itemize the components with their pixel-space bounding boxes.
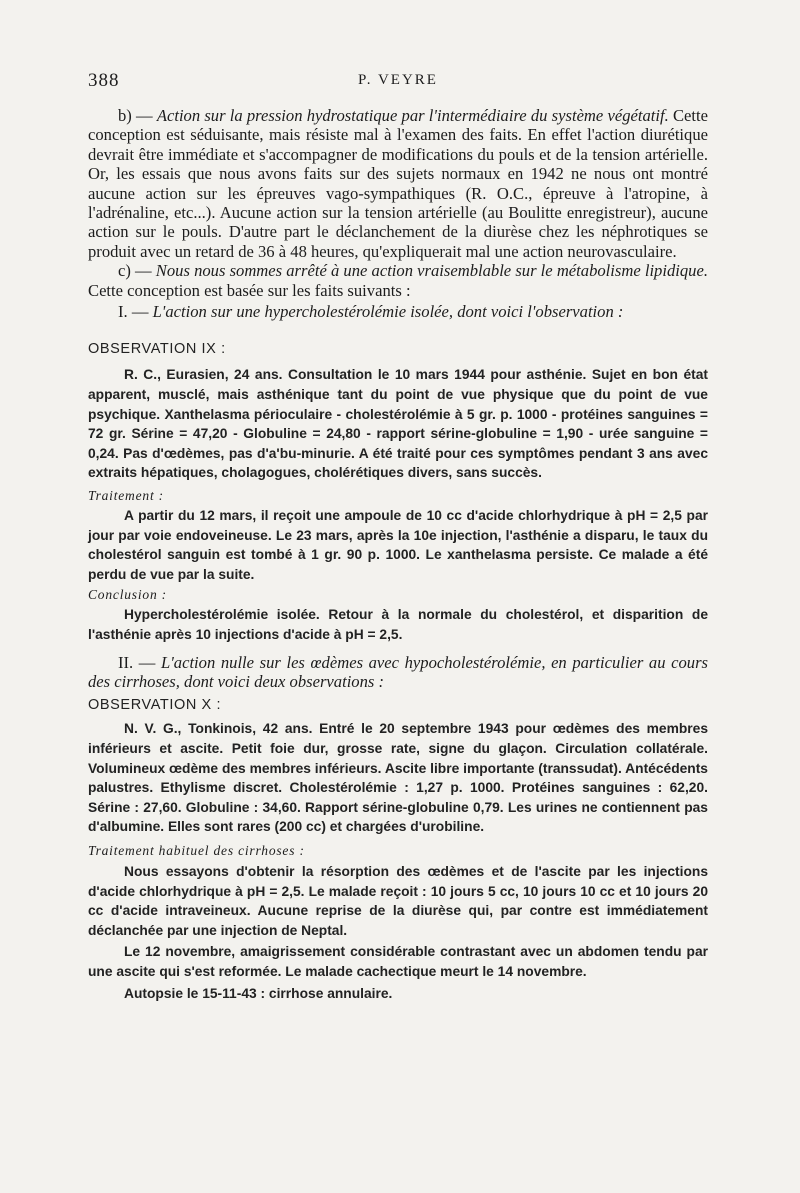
observation-9-conclusion-label: Conclusion : bbox=[88, 587, 167, 603]
observation-10-heading: OBSERVATION X : bbox=[88, 697, 222, 714]
observation-9-heading: OBSERVATION IX : bbox=[88, 341, 226, 358]
section-1-heading: L'action sur une hypercholestérolémie isolée, dont voici l'observation : bbox=[152, 302, 624, 322]
observation-10-case: N. V. G., Tonkinois, 42 ans. Entré le 20 septembre 1943 pour œdèmes des membres inférieurs et ascite. Petit foie dur, grosse rate, signe du glaçon. Circulation collatérale. Volumineux œdème des membres inférieurs. Ascite libre importante (transsudat). Antécédents palustres. Ethylisme discret. Cholestérolémie : 1,27 p. 1000. Protéines sanguines : 62,20. Sérine : 27,60. Globuline : 34,60. Rapport sérine-globuline 0,79. Les urines ne contiennent pas d'albumine. Elles sont rares (200 cc) et chargées d'urobiline. bbox=[88, 721, 708, 835]
observation-10-treatment-label: Traitement habituel des cirrhoses : bbox=[88, 842, 305, 858]
observation-9-conclusion: Hypercholestérolémie isolée. Retour à la normale du cholestérol, et disparition de l'asthénie après 10 injections d'acide à pH = 2,5. bbox=[88, 607, 708, 642]
page-header bbox=[88, 70, 708, 94]
running-head: P. VEYRE bbox=[358, 72, 438, 88]
paragraph-b bbox=[88, 106, 708, 261]
observation-9-treatment-label: Traitement : bbox=[88, 488, 164, 504]
observation-9-case: R. C., Eurasien, 24 ans. Consultation le 10 mars 1944 pour asthénie. Sujet en bon état apparent, musclé, mais asthénique tant du point de vue physique que du point de vue psychique. Xanthelasma périoculaire - cholestérolémie à 5 gr. p. 1000 - protéines sanguines = 72 gr. Sérine = 47,20 - Globuline = 24,80 - rapport sérine-globuline = 1,90 - urée sanguine = 0,24. Pas d'œdèmes, pas d'a'bu-minurie. A été traité pour ces symptômes pendant 3 ans avec extraits hépatiques, cholagogues, cholérétiques divers, sans succès. bbox=[88, 367, 708, 481]
page-body bbox=[88, 100, 708, 1003]
observation-9-treatment: A partir du 12 mars, il reçoit une ampoule de 10 cc d'acide chlorhydrique à pH = 2,5 par jour par voie endoveineuse. Le 23 mars, après la 10e injection, l'asthénie a disparu, le taux du cholestérol sanguin est tombé à 1 gr. 90 p. 1000. Le xanthelasma persiste. Ce malade a été perdu de vue par la suite. bbox=[88, 508, 708, 582]
page-number: 388 bbox=[88, 70, 120, 91]
section-2-heading: L'action nulle sur les œdèmes avec hypocholestérolémie, en particulier au cours des cirrhoses, dont voici deux observations : bbox=[88, 652, 708, 691]
paragraph-c-heading: Nous nous sommes arrêté à une action vraisemblable sur le métabolisme lipidique. bbox=[155, 261, 708, 281]
paragraph-b-heading: Action sur la pression hydrostatique par l'intermédiaire du système végétatif. bbox=[156, 106, 669, 125]
paragraph-c bbox=[88, 261, 708, 300]
paragraph-c-prefix: c) — bbox=[118, 261, 156, 281]
section-1-title bbox=[88, 302, 708, 321]
section-1-prefix: I. — bbox=[118, 302, 153, 322]
section-2-prefix: II. — bbox=[118, 652, 161, 672]
observation-10-evolution: Le 12 novembre, amaigrissement considérable contrastant avec un abdomen tendu par une ascite qui s'est reformée. Le malade cachectique meurt le 14 novembre. bbox=[88, 944, 708, 979]
section-2-title bbox=[88, 653, 708, 692]
paragraph-c-text: Cette conception est basée sur les faits suivants : bbox=[88, 280, 411, 300]
paragraph-b-prefix: b) — bbox=[118, 106, 157, 125]
paragraph-b-text: Cette conception est séduisante, mais résiste mal à l'examen des faits. En effet l'action diurétique devrait être immédiate et s'accompagner de modifications du pouls et de la tension artérielle. Or, les essais que nous avons faits sur des sujets normaux en 1942 ne nous ont montré aucune action sur les épreuves vago-sympathiques (R. O.C., épreuve à l'atropine, à l'adrénaline, etc...). Aucune action sur la tension artérielle (au Boulitte enregistreur), aucune action sur le pouls. D'autre part le déclanchement de la diurèse chez les néphrotiques se produit avec un retard de 36 à 48 heures, qu'expliquerait mal une action neurovasculaire. bbox=[88, 106, 708, 261]
observation-10-autopsy: Autopsie le 15-11-43 : cirrhose annulaire. bbox=[124, 985, 393, 1001]
observation-10-treatment: Nous essayons d'obtenir la résorption des œdèmes et de l'ascite par les injections d'acide chlorhydrique à pH = 2,5. Le malade reçoit : 10 jours 5 cc, 10 jours 10 cc et 10 jours 20 cc d'acide intraveineux. Aucune reprise de la diurèse qui, par contre est immédiatement déclanchée par une injection de Neptal. bbox=[88, 863, 708, 938]
